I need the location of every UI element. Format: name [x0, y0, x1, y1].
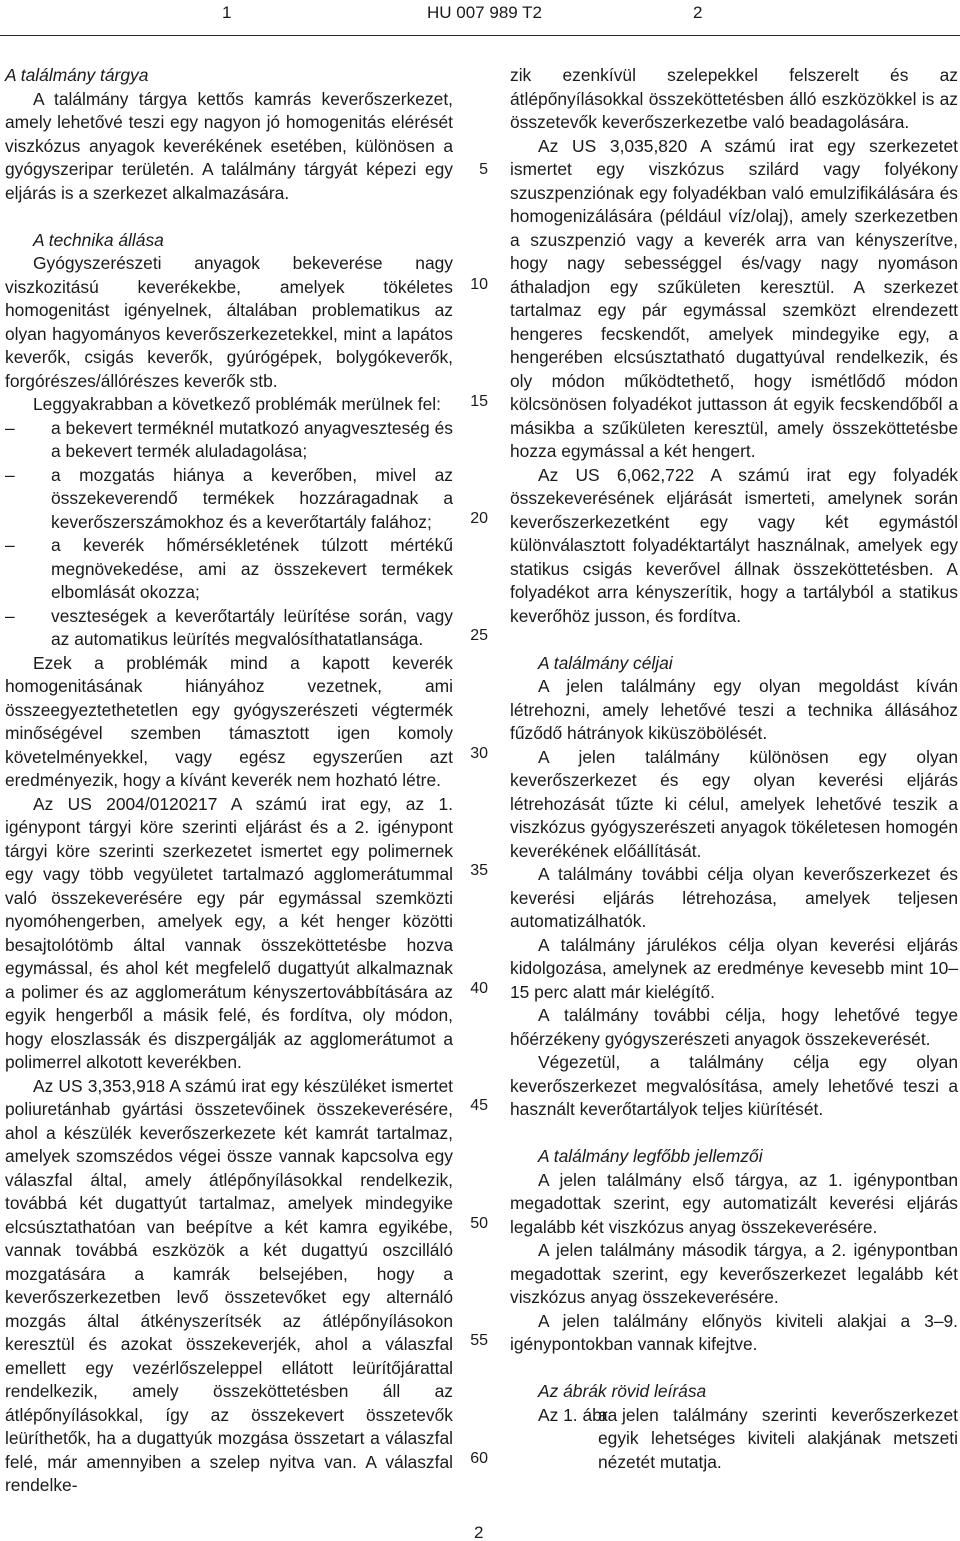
line-number: 5	[479, 161, 488, 178]
paragraph-us2004: Az US 2004/0120217 A számú irat egy, az 1. igénypont tárgyi köre szerinti eljárást és a 2. igénypont tárgyi köre szerinti szerkezetet ismertet egy polimernek egy vagy több vegyületet tartalmazó agglomerátummal való összekeverésére egy pár egymással szemközti nyomóhengerben, amelyek egy, a két henger közötti besajtolótömb által vannak összeköttetésbe hozva egymással, és ahol két megfelelő dugattyút alkalmaznak a polimer és az agglomerátum kényszertovábbítására az egyik hengerből a másik felé, és fordítva, oly módon, hogy eloszlassák és diszpergálják az agglomerátumot a polimerrel alkotott keverékben.	[5, 793, 453, 1072]
problem-list-item	[5, 534, 453, 605]
section-heading-features: A találmány legfőbb jellemzői	[538, 1146, 763, 1166]
page-number-left: 1	[222, 3, 232, 22]
problem-list-item	[5, 417, 453, 464]
problem-text: a bekevert terméknél mutatkozó anyagveszteség és a bekevert termék aluladagolása;	[51, 417, 453, 461]
problem-text: a keverék hőmérsékletének túlzott mértékű megnövekedése, ami az összekevert termékek elbomlását okozza;	[51, 535, 453, 602]
paragraph-subject: A találmány tárgya kettős kamrás keverőszerkezet, amely lehetővé teszi egy nagyon jó homogenitás elérését viszkózus anyagok keverékének esetében, különösen a gyógyszeripar területén. A találmány tárgyát képezi egy eljárás is a szerkezet alkalmazására.	[5, 88, 453, 203]
paragraph-problems-intro: Leggyakrabban a következő problémák merülnek fel:	[33, 394, 441, 414]
problem-text: veszteségek a keverőtartály leürítése során, vagy az automatikus leürítés megvalósíthatatlansága.	[51, 605, 453, 649]
figure-text: a jelen találmány szerinti keverőszerkezet egyik lehetséges kiviteli alakjának metszeti nézetét mutatja.	[598, 1404, 958, 1472]
spacer	[510, 1357, 958, 1381]
paragraph-objective-4: A találmány járulékos célja olyan keverési eljárás kidolgozása, amelynek az eredménye kevesebb mint 10–15 perc alatt már kielégítő.	[510, 934, 958, 1002]
line-number: 15	[470, 393, 488, 410]
problem-text: a mozgatás hiánya a keverőben, mivel az összekeverendő termékek hozzáragadnak a keverőszerszámokhoz és a keverőtartály falához;	[51, 464, 453, 532]
left-column	[5, 64, 453, 1498]
spacer	[5, 205, 453, 229]
problem-list-item	[5, 464, 453, 535]
line-number: 10	[470, 276, 488, 293]
paragraph-continuation: zik ezenkívül szelepekkel felszerelt és az átlépőnyílásokkal összeköttetésben álló eszközökkel is az összetevők keverőszerkezetbe való beadagolására.	[510, 65, 958, 132]
dash-bullet: –	[5, 464, 15, 485]
paragraph-problems-result: Ezek a problémák mind a kapott keverék homogenitásának hiányához vezetnek, ami összeegyeztethetetlen egy gyógyszerészeti végtermék minőségével szemben támasztott igen komoly követelményekkel, vagy egész egyszerűen azt eredményezik, hogy a kívánt keverék nem hozható létre.	[5, 652, 453, 790]
paragraph-feature-2: A jelen találmány második tárgya, a 2. igénypontban megadottak szerint, egy keverőszerkezet legalább két viszkózus anyag összekeverésére.	[510, 1240, 958, 1307]
patent-number: HU 007 989 T2	[427, 3, 542, 22]
paragraph-objective-6: Végezetül, a találmány célja egy olyan keverőszerkezet megvalósítása, amely lehetővé teszi a használt keverőtartályok teljes kiürítését.	[510, 1052, 958, 1119]
spacer	[510, 628, 958, 652]
figure-label: Az 1. ábra	[538, 1404, 618, 1425]
line-number: 25	[470, 627, 488, 644]
section-heading-prior-art: A technika állása	[33, 229, 164, 250]
paragraph-objective-2: A jelen találmány különösen egy olyan keverőszerkezet és egy olyan keverési eljárás létrehozását tűzte ki célul, amelyek lehetővé teszik a viszkózus gyógyszerészeti anyagok tökéletesen homogén keverékének előállítását.	[510, 746, 958, 861]
paragraph-objective-3: A találmány további célja olyan keverőszerkezet és keverési eljárás létrehozása, amelyek teljesen automatizálhatók.	[510, 864, 958, 931]
paragraph-objective-5: A találmány további célja, hogy lehetővé tegye hőérzékeny gyógyszerészeti anyagok összekeverését.	[510, 1005, 958, 1049]
paragraph-us3035: Az US 3,035,820 A számú irat egy szerkezetet ismertet egy viszkózus szilárd vagy folyékony szuszpenziónak egy folyadékban való emulzifikálására és homogenizálására (például víz/olaj), amely szerkezetben a szuszpenzió vagy a keverék arra van kényszerítve, hogy nagy sebességgel és/vagy nagy nyomáson áthaladjon egy szűkületen keresztül. A szerkezet tartalmaz egy pár egymással szemközt elrendezett hengeres fecskendőt, amelyek mindegyike egy, a hengerében elcsúsztatható dugattyúval rendelkezik, és oly módon működtethető, hogy ismétlődő módon kölcsönösen folyadékot juttasson át egyik fecskendőből a másikba a szűkületen keresztül, amely összeköttetésbe hozza egymással a két hengert.	[510, 135, 958, 461]
section-heading-objects: A találmány céljai	[538, 652, 673, 673]
line-number: 35	[470, 862, 488, 879]
header-rule	[0, 35, 960, 36]
paragraph-feature-1: A jelen találmány első tárgya, az 1. igénypontban megadottak szerint, egy automatizált keverési eljárás legalább két viszkózus anyag összekeverésére.	[510, 1169, 958, 1237]
dash-bullet: –	[5, 605, 15, 626]
paragraph-us6062: Az US 6,062,722 A számú irat egy folyadék összekeverésének eljárását ismerteti, amelynek során keverőszerkezetként egy vagy két egymástól különválasztott folyadéktartályt használnak, amelyek egy statikus csigás keverővel állnak összeköttetésben. A folyadékot arra kényszerítik, hogy a tartályból a statikus keverőhöz jusson, és fordítva.	[510, 464, 958, 626]
section-heading-subject: A találmány tárgya	[5, 65, 149, 85]
paragraph-us3353: Az US 3,353,918 A számú irat egy készüléket ismertet poliuretánhab gyártási összetevőinek összekeverésére, ahol a készülék keverőszerkezete két kamrát tartalmaz, amelyek szomszédos végei össze vannak kapcsolva egy válaszfal által, amely átlépőnyílásokkal rendelkezik, továbbá két dugattyút tartalmaz, amelyek mindegyike elcsúsztathatóan van beépítve a két kamra egyikébe, vannak továbbá eszközök a két dugattyú oszcilláló mozgatására a kamrák belsejében, hogy a keverőszerkezetben levő összetevőket egy alternáló mozgás által átkényszerítsék az átlépőnyílásokon keresztül és azokat összekeverjék, ahol a válaszfal emellett egy vezérlőszeleppel ellátott leürítőjárattal rendelkezik, amely összeköttetésben áll az átlépőnyílásokkal, így az összekevert összetevők leüríthetők, ha a dugattyúk mozgása összetart a válaszfal felé, már amennyiben a szelep nyitva van. A válaszfal rendelke-	[5, 1075, 453, 1495]
line-number: 40	[470, 980, 488, 997]
line-number: 60	[470, 1450, 488, 1467]
line-number: 50	[470, 1215, 488, 1232]
figure-description	[510, 1404, 958, 1475]
paragraph-feature-3: A jelen találmány előnyös kiviteli alakjai a 3–9. igénypontokban vannak kifejtve.	[510, 1310, 958, 1354]
line-number: 45	[470, 1097, 488, 1114]
footer-page-number: 2	[474, 1523, 484, 1541]
line-number: 20	[470, 510, 488, 527]
line-number: 55	[470, 1332, 488, 1349]
page-number-right: 2	[693, 3, 703, 22]
line-number: 30	[470, 745, 488, 762]
paragraph-objective-1: A jelen találmány egy olyan megoldást kíván létrehozni, amely lehetővé teszi a technika állásához fűződő hátrányok kiküszöbölését.	[510, 676, 958, 743]
dash-bullet: –	[5, 535, 15, 555]
dash-bullet: –	[5, 417, 15, 438]
spacer	[510, 1122, 958, 1146]
paragraph-prior-art: Gyógyszerészeti anyagok bekeverése nagy viszkozitású keverékekbe, amelyek tökéletes homogenitást igényelnek, általában problematikus az olyan hagyományos keverőszerkezetekkel, mint a lapátos keverők, csigás keverők, gyúrógépek, bolygókeverők, forgórészes/állórészes keverők stb.	[5, 253, 453, 391]
section-heading-figures: Az ábrák rövid leírása	[538, 1381, 707, 1401]
right-column	[510, 64, 958, 1474]
problem-list-item	[5, 605, 453, 652]
